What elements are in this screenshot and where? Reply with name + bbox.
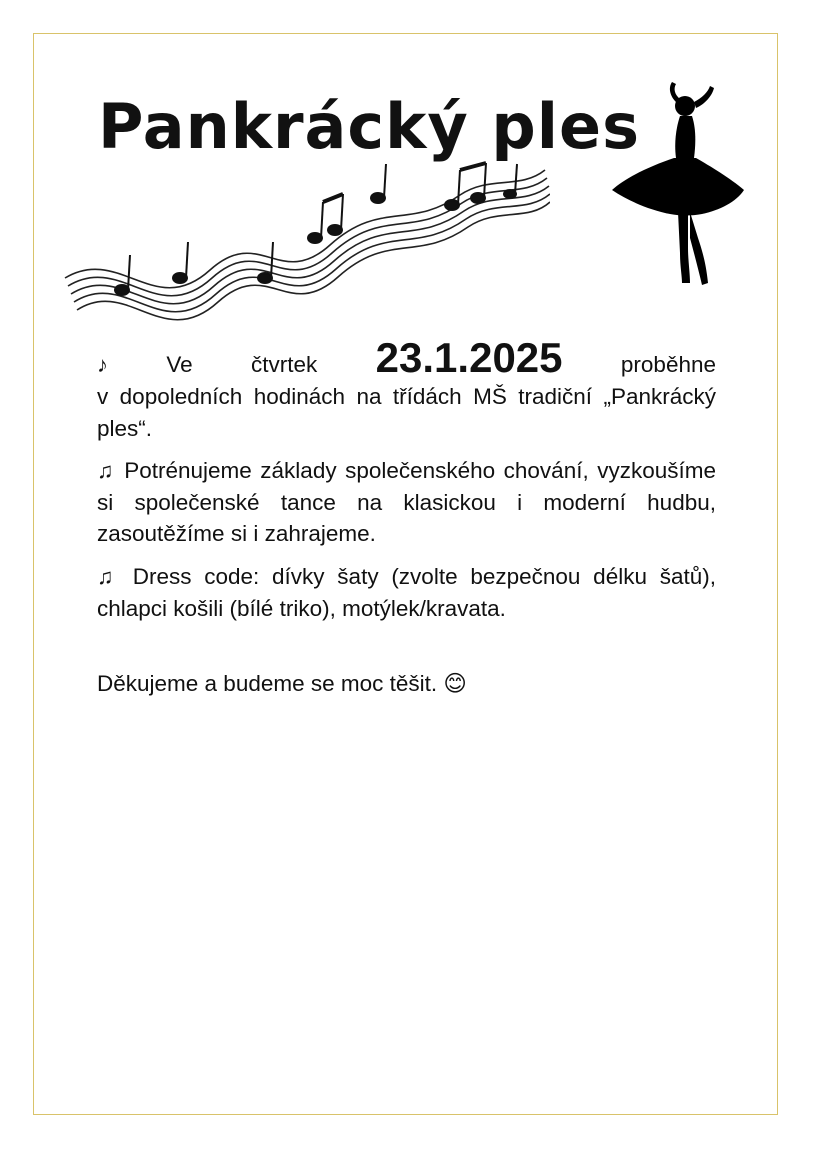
word-ve: Ve	[166, 352, 193, 377]
paragraph-program-text: Potrénujeme základy společenského chování, vyzkoušíme si společenské tance na klasickou i moderní hudbu, zasoutěžíme si i zahrajeme.	[97, 458, 716, 547]
music-note-icon: ♫	[97, 563, 120, 589]
invitation-text	[97, 335, 716, 711]
dancer-silhouette-icon	[610, 78, 745, 293]
music-ribbon-illustration	[60, 150, 550, 330]
paragraph-dress-code	[97, 561, 716, 624]
thanks-line: Děkujeme a budeme se moc těšit. 😊	[97, 671, 467, 697]
first-line	[97, 335, 716, 381]
paragraph-date-rest: v dopoledních hodinách na třídách MŠ tradiční „Pankrácký ples“.	[97, 384, 716, 441]
music-note-icon: ♫	[97, 458, 116, 484]
word-probehne: proběhne	[620, 352, 716, 377]
word-ctvrtek: čtvrtek	[251, 352, 318, 377]
paragraph-program	[97, 455, 716, 550]
paragraph-dress-code-text: Dress code: dívky šaty (zvolte bezpečnou délku šatů), chlapci košili (bílé triko), motýlek/kravata.	[97, 563, 716, 621]
music-note-icon: ♪	[97, 352, 108, 377]
paragraph-date	[97, 335, 716, 444]
event-date: 23.1.2025	[375, 334, 563, 381]
page-title: Pankrácký ples	[98, 90, 640, 163]
